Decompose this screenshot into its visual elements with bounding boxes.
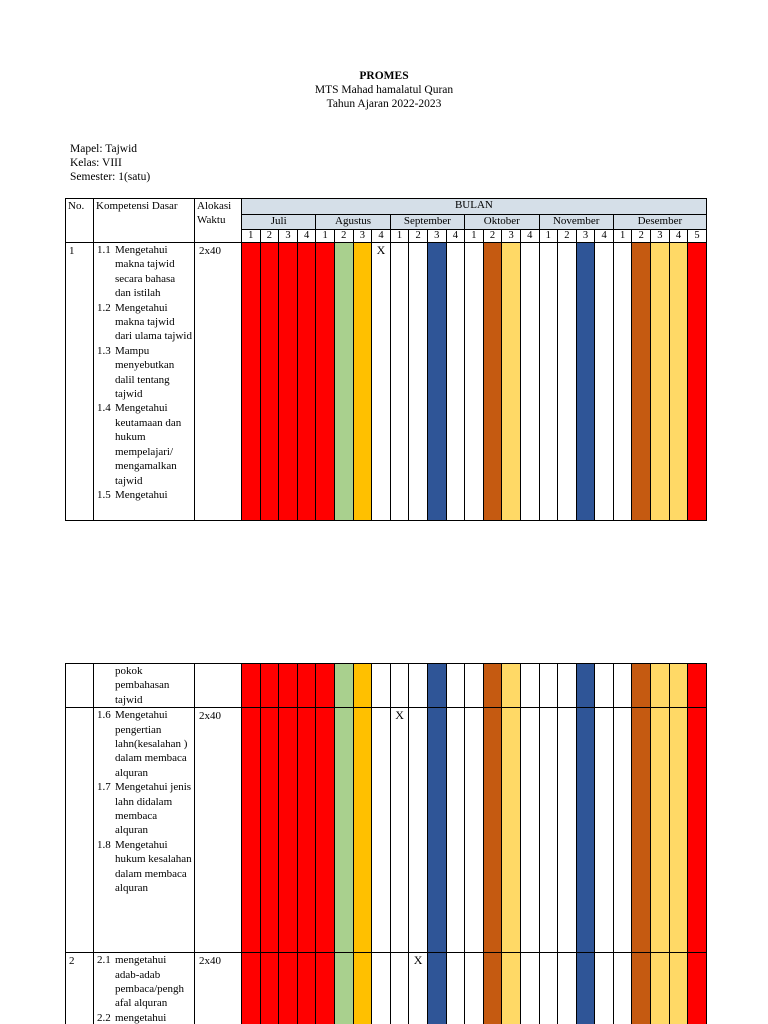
column-header-kompetensi: Kompetensi Dasar [94,199,195,243]
week-cell-red [279,953,298,1024]
subject-info [70,142,150,184]
document-header [0,69,768,111]
kompetensi-item [97,1011,192,1024]
kompetensi-item-number: 1.6 [97,709,111,722]
kompetensi-item-text: Mengetahui makna tajwid dari ulama tajwid [115,301,192,343]
document-title: PROMES [359,70,409,82]
week-cell-red [688,708,707,953]
week-cell-gold [353,664,372,708]
week-cell-red [316,243,335,521]
week-header: 3 [576,230,595,243]
kompetensi-item [97,401,192,487]
kompetensi-item-text: Mengetahui keutamaan dan hukum mempelajari/ mengamalkan tajwid [115,402,182,487]
week-header: 4 [446,230,465,243]
week-cell-red [260,708,279,953]
week-header: 3 [427,230,446,243]
week-cell-white [613,243,632,521]
kompetensi-item-number: 1.4 [97,402,111,415]
week-cell-brown [632,664,651,708]
kompetensi-item-text: Mengetahui jenis lahn didalam membaca alquran [115,781,192,837]
kompetensi-item [97,708,192,780]
week-cell-red [242,243,261,521]
week-cell-green [334,953,353,1024]
promes-table-page-2 [65,663,707,1024]
kompetensi-item-number: 1.5 [97,488,111,501]
week-cell-yellow [502,243,521,521]
week-cell-red [260,243,279,521]
column-header-alokasi: Alokasi Waktu [195,199,242,243]
week-cell-yellow [502,708,521,953]
week-header: 1 [613,230,632,243]
week-cell-white [595,708,614,953]
week-cell-red [297,243,316,521]
month-header-desember: Desember [613,215,706,230]
kompetensi-item-number: 1.7 [97,781,111,794]
week-cell-brown [483,708,502,953]
column-header-no: No. [66,199,94,243]
alokasi-waktu: 2x40 [195,243,242,521]
kompetensi-item [97,301,192,344]
week-cell-white [390,664,409,708]
week-header: 3 [353,230,372,243]
kompetensi-item-text: mengetahui [115,1011,167,1024]
kompetensi-item-text: Mengetahui makna tajwid secara bahasa dan istilah [115,244,176,300]
kompetensi-item-text: Mengetahui hukum kesalahan dalam membaca alquran [115,838,192,895]
kompetensi-item [97,780,192,838]
week-cell-white [539,708,558,953]
week-cell-brown [483,664,502,708]
week-cell-red [279,708,298,953]
week-cell-white [372,708,391,953]
week-cell-white [595,664,614,708]
kompetensi-item-text: Mengetahui pengertian lahn(kesalahan ) dalam membaca alquran [115,709,188,779]
week-cell-white [409,708,428,953]
week-cell-red [316,708,335,953]
week-cell-gold [353,708,372,953]
week-cell-red [297,953,316,1024]
week-cell-blue [576,708,595,953]
class-line: Kelas: VIII [70,157,122,169]
week-header: 4 [520,230,539,243]
week-cell-white [446,708,465,953]
week-cell-blue [427,708,446,953]
week-cell-red [279,664,298,708]
week-cell-white [372,664,391,708]
week-cell-white [372,953,391,1024]
week-cell-white [595,243,614,521]
week-header: 4 [595,230,614,243]
week-cell-red [242,953,261,1024]
week-header: 3 [651,230,670,243]
week-cell-white [409,243,428,521]
week-cell-blue [576,953,595,1024]
week-cell-blue [576,664,595,708]
kompetensi-dasar-cell [94,953,195,1024]
week-header: 3 [502,230,521,243]
month-header-juli: Juli [242,215,316,230]
week-cell-white [465,953,484,1024]
week-cell-white [465,243,484,521]
alokasi-waktu [195,664,242,708]
week-cell-red [688,243,707,521]
week-cell-green [334,243,353,521]
week-header: 1 [390,230,409,243]
week-header: 1 [242,230,261,243]
kompetensi-item-number: 2.2 [97,1011,111,1024]
week-cell-white [558,708,577,953]
week-cell-white [520,243,539,521]
week-cell-white [558,243,577,521]
week-cell-white [595,953,614,1024]
week-cell-brown [483,953,502,1024]
week-header: 3 [279,230,298,243]
month-header-november: November [539,215,613,230]
week-header: 2 [483,230,502,243]
week-cell-white [539,243,558,521]
academic-year: Tahun Ajaran 2022-2023 [326,98,442,110]
week-cell-blue [427,953,446,1024]
week-cell-yellow [669,953,688,1024]
week-cell-green [334,664,353,708]
week-cell-red [297,708,316,953]
semester-line: Semester: 1(satu) [70,171,151,183]
week-cell-green [334,708,353,953]
kompetensi-item-text: mengetahui adab-adab pembaca/pengh afal alquran [115,954,185,1010]
week-cell-red [242,664,261,708]
week-cell-white [390,953,409,1024]
week-cell-white [390,243,409,521]
week-cell-yellow [502,664,521,708]
week-cell-white [409,664,428,708]
kompetensi-item-number: 1.8 [97,838,111,851]
kompetensi-item [97,488,192,502]
row-number [66,664,94,708]
week-header: 2 [409,230,428,243]
week-header: 2 [558,230,577,243]
kompetensi-item [97,243,192,301]
week-header: 2 [632,230,651,243]
row-number: 2 [66,953,94,1024]
kompetensi-item-text: Mampu menyebutkan dalil tentang tajwid [115,344,175,401]
week-cell-yellow [651,664,670,708]
continuation-text: pokok pembahasan tajwid [115,665,170,706]
week-cell-white [446,664,465,708]
week-cell-blue [427,664,446,708]
kompetensi-item-text: Mengetahui [115,488,168,501]
week-cell-white [465,708,484,953]
week-cell-gold [353,953,372,1024]
week-header: 4 [372,230,391,243]
week-cell-brown [632,953,651,1024]
week-cell-yellow [669,708,688,953]
week-cell-yellow [651,708,670,953]
week-cell-red [260,664,279,708]
week-cell-red [279,243,298,521]
week-header: 1 [539,230,558,243]
week-cell-white [520,953,539,1024]
week-cell-white [520,664,539,708]
week-cell-red [316,664,335,708]
week-cell-marked: X [390,708,409,953]
week-cell-white [465,664,484,708]
week-header: 4 [669,230,688,243]
week-cell-yellow [651,953,670,1024]
month-header-agustus: Agustus [316,215,390,230]
week-cell-white [613,953,632,1024]
week-cell-white [539,953,558,1024]
week-cell-yellow [651,243,670,521]
week-header: 4 [297,230,316,243]
week-cell-red [688,953,707,1024]
week-cell-red [297,664,316,708]
school-name: MTS Mahad hamalatul Quran [314,84,454,96]
week-cell-brown [632,708,651,953]
row-number: 1 [66,243,94,521]
week-cell-brown [483,243,502,521]
kompetensi-dasar-cell [94,664,195,708]
kompetensi-dasar-cell [94,243,195,521]
week-cell-red [316,953,335,1024]
kompetensi-item-number: 2.1 [97,954,111,967]
week-cell-white [446,953,465,1024]
week-cell-white [558,664,577,708]
week-cell-red [242,708,261,953]
week-cell-blue [427,243,446,521]
kompetensi-item-number: 1.3 [97,344,111,357]
kompetensi-item [97,344,192,402]
week-cell-marked: X [372,243,391,521]
kompetensi-item-number: 1.1 [97,244,111,256]
week-cell-yellow [669,243,688,521]
alokasi-waktu: 2x40 [195,953,242,1024]
week-cell-red [260,953,279,1024]
column-header-bulan: BULAN [242,199,707,215]
row-number [66,708,94,953]
promes-table-page-1 [65,198,707,521]
week-cell-blue [576,243,595,521]
week-cell-white [446,243,465,521]
week-cell-marked: X [409,953,428,1024]
week-cell-red [688,664,707,708]
kompetensi-item [97,838,192,896]
kompetensi-item [97,953,192,1011]
week-header: 1 [316,230,335,243]
week-cell-yellow [669,664,688,708]
week-cell-white [539,664,558,708]
week-cell-white [558,953,577,1024]
week-cell-white [613,664,632,708]
week-cell-white [520,708,539,953]
week-header: 2 [260,230,279,243]
month-header-oktober: Oktober [465,215,539,230]
week-cell-white [613,708,632,953]
month-header-september: September [390,215,464,230]
alokasi-waktu: 2x40 [195,708,242,953]
week-header: 2 [334,230,353,243]
kompetensi-item-number: 1.2 [97,301,111,314]
week-cell-gold [353,243,372,521]
week-cell-brown [632,243,651,521]
week-cell-yellow [502,953,521,1024]
subject-line: Mapel: Tajwid [70,143,138,155]
week-header: 5 [688,230,707,243]
kompetensi-dasar-cell [94,708,195,953]
week-header: 1 [465,230,484,243]
